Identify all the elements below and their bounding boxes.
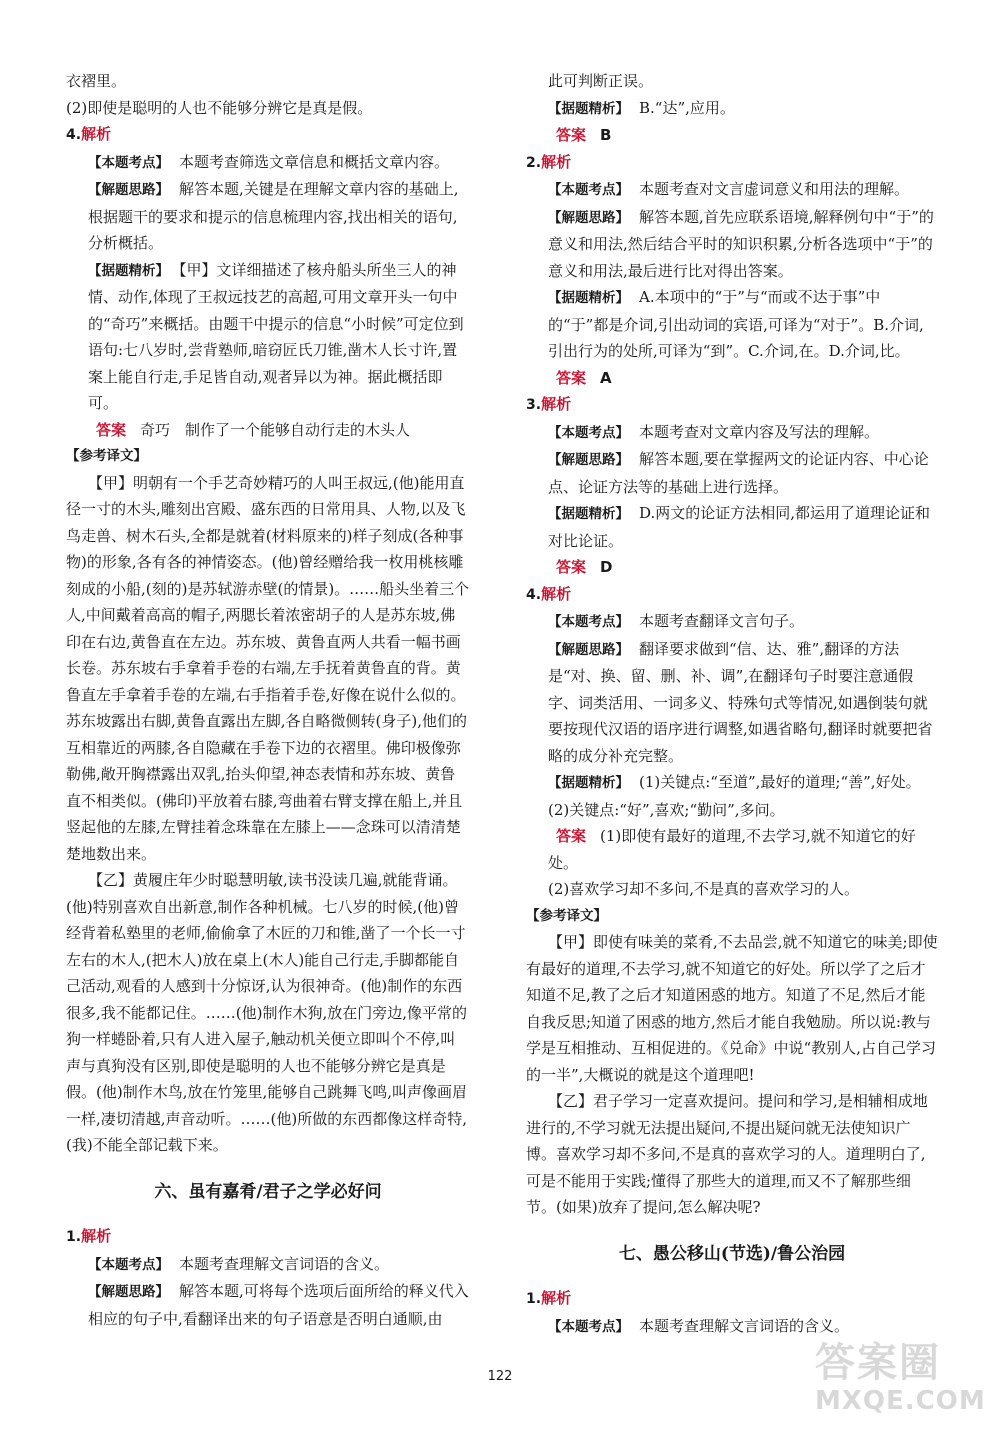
kaodian-text: 本题考查翻译文言句子。 [639,612,805,630]
silu-para [66,176,470,257]
answer-label: 答案 [96,420,127,439]
answer-text-2: (2)喜欢学习却不多问,不是真的喜欢学习的人。 [548,880,860,898]
jingxi-label: 【据题精析】 [88,262,169,279]
question-header [66,121,470,149]
jingxi-text: 【甲】文详细描述了核舟船头所坐三人的神情、动作,体现了王叔远技艺的高超,可用文章开头一句中的“奇巧”来概括。由题干中提示的信息“小时候”可定位到语句:七八岁时,尝背塾师,暗窃匠氏刀锥,凿木人长寸许,置案上能自行走,手足皆自动,观者异以为神。据此概括即可。 [88,260,464,412]
question-header [526,391,938,419]
translation-yi: 【乙】君子学习一定喜欢提问。提问和学习,是相辅相成地进行的,不学习就无法提出疑问,不提出疑问就无法使知识广博。喜欢学习却不多问,不是真的喜欢学习的人。道理明白了,可是不能用于实践;懂得了那些大的道理,而又不了解那些细节。(如果)放弃了提问,怎么解决呢? [526,1092,928,1216]
analysis-label: 解析 [81,1227,112,1245]
kaodian-text: 本题考查理解文言词语的含义。 [639,1316,850,1335]
watermark-top: 答案圈 [815,1340,941,1386]
kaodian-label: 【本题考点】 [548,1318,629,1335]
kaodian-para [526,608,938,636]
question-number: 1. [66,1229,82,1245]
silu-label: 【解题思路】 [548,452,629,468]
silu-label: 【解题思路】 [88,182,169,198]
silu-para [66,1278,470,1332]
text-line: 此可判断正误。 [548,72,654,90]
answer-label: 答案 [556,827,587,845]
kaodian-text: 本题考查对文章内容及写法的理解。 [639,422,880,441]
silu-para [526,636,938,770]
question-header [526,149,938,177]
silu-label: 【解题思路】 [88,1284,169,1300]
question-number: 4. [526,586,542,603]
answer-label: 答案 [556,368,587,387]
kaodian-para [66,1251,470,1279]
question-number: 3. [526,397,542,413]
jingxi-para [526,500,938,554]
answer-label: 答案 [556,126,587,144]
kaodian-text: 本题考查理解文言词语的含义。 [179,1254,390,1273]
jingxi-label: 【据题精析】 [548,100,629,117]
jingxi-para [526,284,938,365]
answer-para [526,823,938,876]
right-column [526,68,938,1340]
kaodian-para [526,419,938,447]
kaodian-para [66,149,470,177]
answer-text: (1)即使有最好的道理,不去学习,就不知道它的好处。 [548,827,916,872]
silu-para [526,446,938,500]
kaodian-label: 【本题考点】 [548,424,629,441]
translation-jia: 【甲】即使有味美的菜肴,不去品尝,就不知道它的味美;即使有最好的道理,不去学习,就不知道它的好处。所以学了之后才知道不足,教了之后才知道困惑的地方。知道了不足,然后才能自我反思;知道了困惑的地方,然后才能自我勉励。所以说:教与学是互相推动、互相促进的。《兑命》中说“教别人,占自己学习的一半”,大概说的就是这个道理吧! [526,933,938,1084]
question-header [66,1223,470,1251]
jingxi-label: 【据题精析】 [548,775,629,791]
silu-label: 【解题思路】 [548,641,629,658]
answer-para [66,417,470,444]
answer-para [526,554,938,581]
silu-para [526,204,938,285]
silu-label: 【解题思路】 [548,209,629,226]
jingxi-text: B.“达”,应用。 [639,98,735,117]
kaodian-label: 【本题考点】 [548,614,629,630]
silu-text: 解答本题,首先应联系语境,解释例句中“于”的意义和用法,然后结合平时的知识积累,分析各选项中“于”的意义和用法,最后进行比对得出答案。 [548,207,934,280]
jingxi-text: A.本项中的“于”与“而或不达于事”中的“于”都是介词,引出动词的宾语,可译为“对于”。B.介词,引出行为的处所,可译为“到”。C.介词,在。D.介词,比。 [548,288,924,360]
answer-text: 奇巧 制作了一个能够自动行走的木头人 [140,420,411,439]
jingxi-label: 【据题精析】 [548,290,629,306]
analysis-label: 解析 [541,584,572,603]
question-header [526,1285,938,1313]
silu-text: 解答本题,要在掌握两文的论证内容、中心论点、论证方法等的基础上进行选择。 [548,450,929,496]
section-7-title: 七、愚公移山(节选)/鲁公治园 [618,1243,846,1264]
section-6-title: 六、虽有嘉肴/君子之学必好问 [154,1181,382,1202]
kaodian-label: 【本题考点】 [88,154,169,171]
watermark-logo [815,1340,990,1432]
analysis-label: 解析 [541,152,572,171]
kaodian-label: 【本题考点】 [548,182,629,198]
jingxi-text: (1)关键点:“至道”,最好的道理;“善”,好处。 [639,773,921,791]
silu-text: 解答本题,关键是在理解文章内容的基础上,根据题干的要求和提示的信息梳理内容,找出相关的语句,分析概括。 [88,180,459,252]
answer-text: B [600,126,612,144]
answer-para [526,122,938,149]
reference-translation-label: 【参考译文】 [526,907,607,924]
silu-text: 翻译要求做到“信、达、雅”,翻译的方法是“对、换、留、删、补、调”,在翻译句子时要注意通假字、词类活用、一词多义、特殊句式等情况,如遇倒装句就要按现代汉语的语序进行调整,如遇省略句,翻译时就要把省略的成分补充完整。 [548,639,933,765]
question-number: 4. [66,127,82,143]
jingxi-text: D.两文的论证方法相同,都运用了道理论证和对比论证。 [548,504,931,550]
jingxi-para [526,769,938,797]
silu-text: 解答本题,可将每个选项后面所给的释义代入相应的句子中,看翻译出来的句子语意是否明白通顺,由 [88,1282,469,1328]
question-number: 1. [526,1291,542,1307]
translation-yi: 【乙】黄履庄年少时聪慧明敏,读书没读几遍,就能背诵。(他)特别喜欢自出新意,制作各种机械。七八岁的时候,(他)曾经背着私塾里的老师,偷偷拿了木匠的刀和锥,凿了一个长一寸左右的木人,(把木人)放在桌上(木人)能自己行走,手脚都能自己活动,观看的人感到十分惊讶,认为很神奇。(他)制作的东西很多,我不能都记住。……(他)制作木狗,放在门旁边,像平常的狗一样蜷卧着,只有人进入屋子,触动机关便立即叫个不停,叫声与真狗没有区别,即使是聪明的人也不能够分辨它是真是假。(他)制作木鸟,放在竹笼里,能够自己跳舞飞鸣,叫声像画眉一样,凄切清越,声音动听。……(他)所做的东西都像这样奇特,(我)不能全部记载下来。 [66,871,468,1154]
text-line: (2)即使是聪明的人也不能够分辨它是真是假。 [66,98,373,117]
translation-jia: 【甲】明朝有一个手艺奇妙精巧的人叫王叔远,(他)能用直径一寸的木头,雕刻出宫殿、盛东西的日常用具、人物,以及飞鸟走兽、树木石头,全都是就着(材料原来的)样子刻成(各种事物)的形象,各有各的神情姿态。(他)曾经赠给我一枚用桃核雕刻成的小船,(刻的)是苏轼游赤壁(的情景)。……船头坐着三个人,中间戴着高高的帽子,两腮长着浓密胡子的人是苏东坡,佛印在右边,黄鲁直在左边。苏东坡、黄鲁直两人共看一幅书画长卷。苏东坡右手拿着手卷的右端,左手抚着黄鲁直的背。黄鲁直左手拿着手卷的左端,右手指着手卷,好像在说什么似的。苏东坡露出右脚,黄鲁直露出左脚,各自略微侧转(身子),他们的互相靠近的两膝,各自隐藏在手卷下边的衣褶里。佛印极像弥勒佛,敞开胸襟露出双乳,抬头仰望,神态表情和苏东坡、黄鲁直不相类似。(佛印)平放着右膝,弯曲着右臂支撑在船上,并且竖起他的左膝,左臂挂着念珠靠在左膝上——念珠可以清清楚楚地数出来。 [66,473,470,863]
question-header [526,581,938,609]
left-column [66,68,470,1332]
answer-para [526,365,938,392]
kaodian-text: 本题考查对文言虚词意义和用法的理解。 [639,180,910,198]
jingxi-text-2: (2)关键点:“好”,喜欢;“勤问”,多问。 [548,800,785,819]
page-number: 122 [487,1369,513,1384]
watermark-bottom: MXQE.COM [815,1386,986,1416]
analysis-label: 解析 [81,125,112,143]
analysis-label: 解析 [541,1289,572,1307]
answer-label: 答案 [556,558,587,576]
question-number: 2. [526,154,542,171]
kaodian-text: 本题考查筛选文章信息和概括文章内容。 [179,152,450,171]
kaodian-label: 【本题考点】 [88,1256,169,1273]
kaodian-para [526,1313,938,1341]
answer-text: A [600,368,612,387]
reference-translation-label: 【参考译文】 [66,448,147,464]
analysis-label: 解析 [541,395,572,413]
jingxi-para [66,257,470,417]
answer-text: D [600,558,613,576]
kaodian-para [526,176,938,204]
jingxi-label: 【据题精析】 [548,506,629,522]
text-line: 衣褶里。 [66,72,127,90]
jingxi-para [526,95,938,123]
